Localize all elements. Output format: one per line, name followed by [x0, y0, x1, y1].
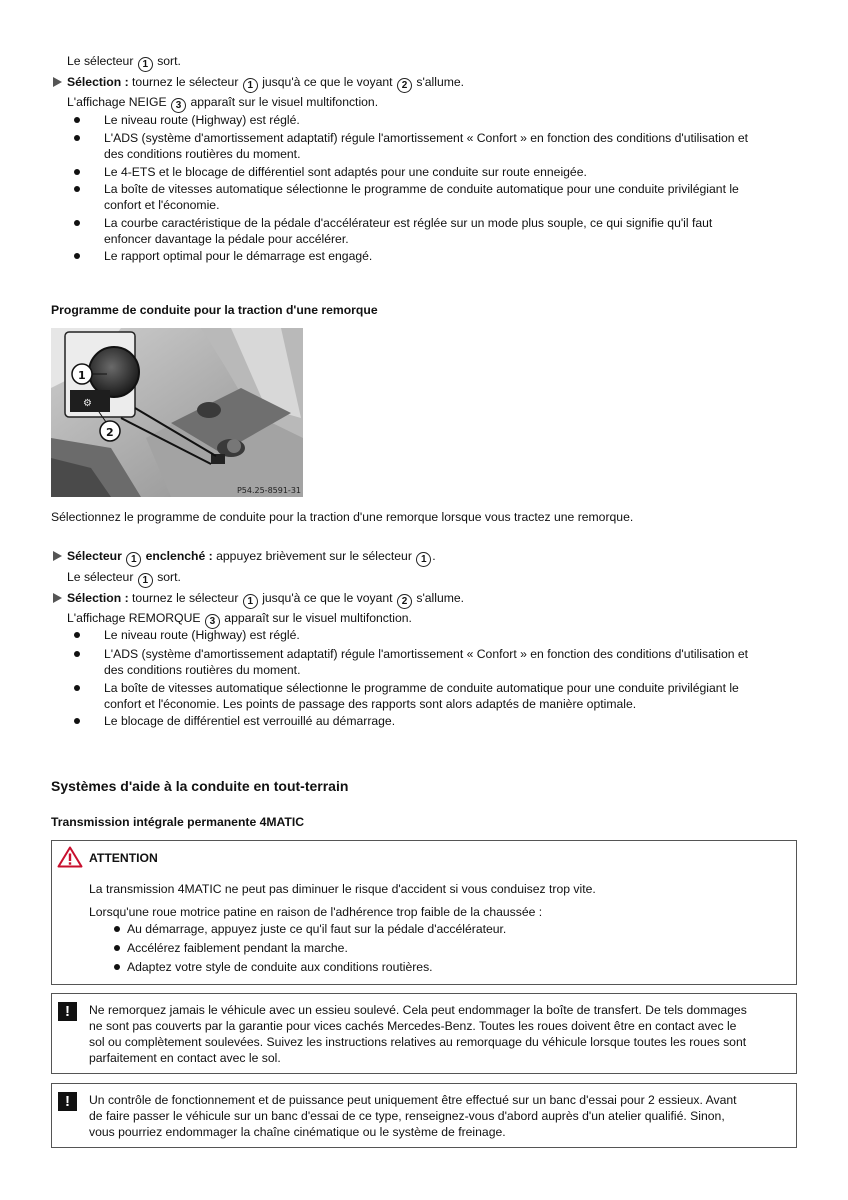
- note-text: ne sont pas couverts par la garantie pour vices cachés Mercedes-Benz. Toutes les roues doivent être en contact avec le: [89, 1019, 737, 1033]
- image-code: P54.25-8591-31: [236, 486, 301, 495]
- note-box: [51, 993, 797, 1074]
- subheading: Transmission intégrale permanente 4MATIC: [51, 815, 305, 829]
- list-item-continued: enfoncer davantage la pédale pour accélérer.: [104, 232, 349, 246]
- intro-text: Sélectionnez le programme de conduite pour la traction d'une remorque lorsque vous tractez une remorque.: [51, 510, 634, 524]
- marker-3: 3: [171, 98, 186, 113]
- bullet-icon: [74, 220, 80, 226]
- bullet-icon: [74, 632, 80, 638]
- arrow-icon: [53, 551, 62, 561]
- svg-text:⚙: ⚙: [83, 398, 92, 409]
- engaged-step: Sélecteur 1 enclenché : appuyez brièvement sur le sélecteur 1 .: [67, 549, 436, 565]
- attention-box: [51, 840, 797, 985]
- svg-text:2: 2: [106, 426, 114, 439]
- list-item: Adaptez votre style de conduite aux conditions routières.: [127, 960, 433, 974]
- section-heading: Programme de conduite pour la traction d'une remorque: [51, 303, 378, 317]
- list-item: Le 4-ETS et le blocage de différentiel sont adaptés pour une conduite sur route enneigée.: [104, 165, 587, 179]
- bullet-icon: [74, 169, 80, 175]
- bullet-icon: [74, 253, 80, 259]
- list-item-continued: des conditions routières du moment.: [104, 663, 301, 677]
- marker-1: 1: [138, 573, 153, 588]
- selection-step: Sélection : tournez le sélecteur 1 jusqu'à ce que le voyant 2 s'allume.: [67, 591, 465, 607]
- selector-out-line: Le sélecteur 1 sort.: [67, 54, 181, 70]
- list-item-continued: confort et l'économie.: [104, 198, 220, 212]
- note-text: Un contrôle de fonctionnement et de puissance peut uniquement être effectué sur un banc d'essai pour 2 essieux. Avant: [89, 1093, 737, 1107]
- attention-text: La transmission 4MATIC ne peut pas diminuer le risque d'accident si vous conduisez trop vite.: [89, 882, 596, 896]
- list-item: La boîte de vitesses automatique sélectionne le programme de conduite automatique pour une conduite privilégiant le: [104, 182, 739, 196]
- marker-3: 3: [205, 614, 220, 629]
- bullet-icon: [114, 964, 120, 970]
- list-item: Le blocage de différentiel est verrouillé au démarrage.: [104, 714, 396, 728]
- marker-1: 1: [243, 78, 258, 93]
- list-item-continued: des conditions routières du moment.: [104, 147, 301, 161]
- bullet-icon: [74, 117, 80, 123]
- note-text: vous pourriez endommager la chaîne cinématique ou le système de freinage.: [89, 1125, 506, 1139]
- svg-text:1: 1: [78, 369, 86, 382]
- bullet-icon: [114, 945, 120, 951]
- selection-step: Sélection : tournez le sélecteur 1 jusqu'à ce que le voyant 2 s'allume.: [67, 75, 465, 91]
- list-item: L'ADS (système d'amortissement adaptatif) régule l'amortissement « Confort » en fonction des conditions d'utilisation et: [104, 647, 749, 661]
- arrow-icon: [53, 593, 62, 603]
- arrow-icon: [53, 77, 62, 87]
- marker-2: 2: [397, 78, 412, 93]
- selector-out-line: Le sélecteur 1 sort.: [67, 570, 181, 586]
- marker-2: 2: [397, 594, 412, 609]
- marker-1: 1: [416, 552, 431, 567]
- list-item: Au démarrage, appuyez juste ce qu'il faut sur la pédale d'accélérateur.: [127, 922, 507, 936]
- exclamation-icon: !: [58, 1092, 77, 1111]
- section-heading: Systèmes d'aide à la conduite en tout-terrain: [51, 778, 349, 794]
- bullet-icon: [74, 135, 80, 141]
- exclamation-icon: !: [58, 1002, 77, 1021]
- bullet-icon: [74, 186, 80, 192]
- note-box: [51, 1083, 797, 1148]
- list-item-continued: confort et l'économie. Les points de passage des rapports sont alors adaptés de manière optimale.: [104, 697, 637, 711]
- warning-triangle-icon: [57, 846, 83, 868]
- bullet-icon: [74, 718, 80, 724]
- list-item: Le niveau route (Highway) est réglé.: [104, 628, 300, 642]
- list-item: La boîte de vitesses automatique sélectionne le programme de conduite automatique pour une conduite privilégiant le: [104, 681, 739, 695]
- list-item: La courbe caractéristique de la pédale d'accélérateur est réglée sur un mode plus souple, ce qui signifie qu'il faut: [104, 216, 713, 230]
- note-text: sol ou complètement soulevées. Suivez les instructions relatives au remorquage du véhicule lorsque toutes les roues sont: [89, 1035, 747, 1049]
- display-line: L'affichage REMORQUE 3 apparaît sur le visuel multifonction.: [67, 611, 412, 627]
- list-item: L'ADS (système d'amortissement adaptatif) régule l'amortissement « Confort » en fonction des conditions d'utilisation et: [104, 131, 749, 145]
- attention-title: ATTENTION: [89, 851, 158, 865]
- note-text: Ne remorquez jamais le véhicule avec un essieu soulevé. Cela peut endommager la boîte de transfert. De tels dommages: [89, 1003, 747, 1017]
- bullet-icon: [74, 651, 80, 657]
- note-text: parfaitement en contact avec le sol.: [89, 1051, 281, 1065]
- marker-1: 1: [138, 57, 153, 72]
- bullet-icon: [114, 926, 120, 932]
- attention-text: Lorsqu'une roue motrice patine en raison de l'adhérence trop faible de la chaussée :: [89, 905, 543, 919]
- list-item: Le niveau route (Highway) est réglé.: [104, 113, 300, 127]
- display-line: L'affichage NEIGE 3 apparaît sur le visuel multifonction.: [67, 95, 379, 111]
- marker-1: 1: [126, 552, 141, 567]
- list-item: Le rapport optimal pour le démarrage est engagé.: [104, 249, 373, 263]
- list-item: Accélérez faiblement pendant la marche.: [127, 941, 348, 955]
- console-illustration: [51, 328, 303, 497]
- marker-1: 1: [243, 594, 258, 609]
- bullet-icon: [74, 685, 80, 691]
- note-text: de faire passer le véhicule sur un banc d'essai de ce type, renseignez-vous d'abord auprès d'un atelier qualifié. Sinon,: [89, 1109, 725, 1123]
